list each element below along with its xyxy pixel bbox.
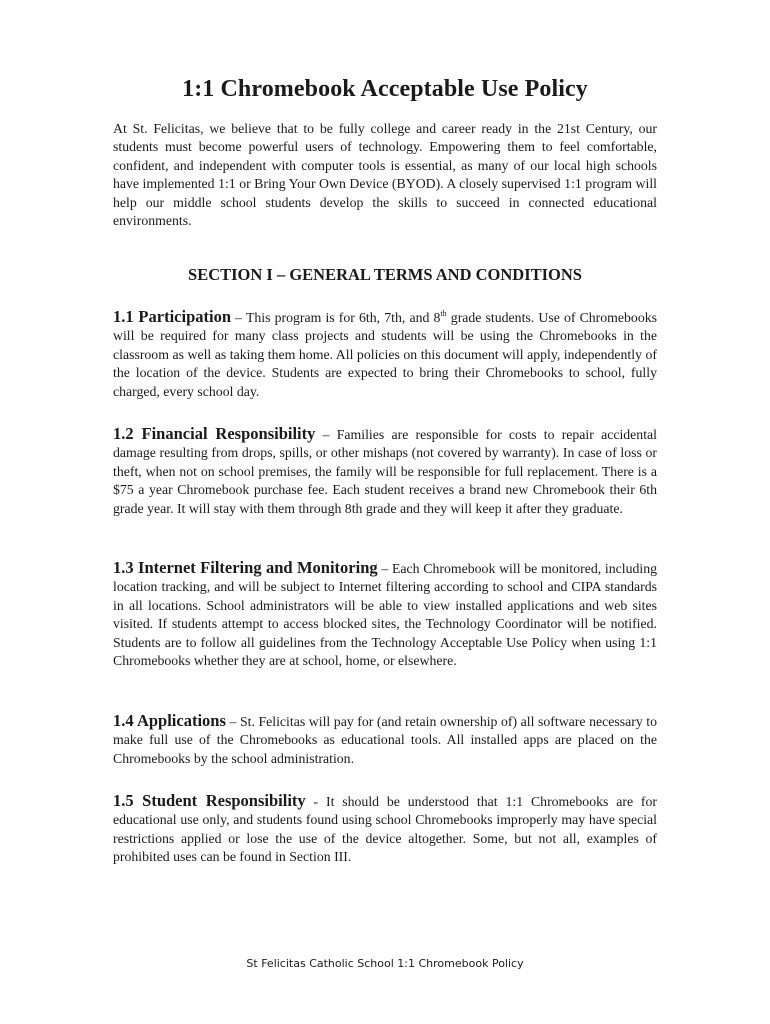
section-1-4-text: St. Felicitas will pay for (and retain ownership of) all software necessary to make full use of the Chromebooks as educational tools. All installed apps are placed on the Chromebooks by the school administration.: [113, 714, 658, 766]
intro-paragraph: At St. Felicitas, we believe that to be fully college and career ready in the 21st Century, our students must become powerful users of technology. Empowering them to feel comfortable, confident, and independent with computer tools is essential, as many of our local high schools have implemented 1:1 or Bring Your Own Device (BYOD). A closely supervised 1:1 program will help our middle school students develop the skills to succeed in connected educational environments.: [113, 121, 657, 229]
section-1-1-text: grade students. Use of Chromebooks will be required for many class projects and students will be using the Chromebooks in the classroom as well as taking them home. All policies on this document will apply, independently of the location of the device. Students are expected to bring their Chromebooks to school, fully charged, every school day.: [113, 310, 657, 399]
section-1-5-separator: -: [305, 794, 326, 809]
page-footer: St Felicitas Catholic School 1:1 Chromebook Policy: [246, 957, 524, 970]
section-heading: SECTION I – GENERAL TERMS AND CONDITIONS: [188, 265, 582, 284]
section-1-3-text: Each Chromebook will be monitored, including location tracking, and will be subject to Internet filtering according to school and CIPA standards in all locations. School administrators will be able to view installed applications and web sites visited. If students attempt to access blocked sites, the Technology Coordinator will be notified. Students are to follow all guidelines from the Technology Acceptable Use Policy when using 1:1 Chromebooks whether they are at school, home, or elsewhere.: [113, 561, 658, 669]
section-1-4-applications: [113, 712, 657, 768]
section-1-3-internet-filtering: [113, 559, 657, 670]
section-1-1-heading: 1.1 Participation: [113, 307, 232, 326]
section-1-1-text-start: This program is for 6th, 7th, and 8: [245, 310, 441, 325]
section-1-2-text: Families are responsible for costs to repair accidental damage resulting from drops, spills, or other mishaps (not covered by warranty). In case of loss or theft, when not on school premises, the family will be responsible for full replacement. There is a $75 a year Chromebook purchase fee. Each student receives a brand new Chromebook their 6th grade year. It will stay with them through 8th grade and they will keep it after they graduate.: [113, 427, 657, 516]
section-1-1-superscript: th: [440, 309, 447, 318]
section-1-5-student-responsibility: [113, 792, 657, 867]
section-1-3-heading: 1.3 Internet Filtering and Monitoring: [113, 558, 378, 577]
section-1-2-heading: 1.2 Financial Responsibility: [113, 424, 316, 443]
section-1-4-heading: 1.4 Applications: [113, 711, 226, 730]
section-1-1-participation: [113, 308, 657, 401]
section-1-3-separator: –: [377, 561, 392, 576]
section-1-1-separator: –: [231, 310, 246, 325]
section-1-5-heading: 1.5 Student Responsibility: [113, 791, 306, 810]
section-1-2-separator: –: [315, 427, 337, 442]
page-title: 1:1 Chromebook Acceptable Use Policy: [182, 76, 588, 102]
section-1-4-separator: –: [225, 714, 240, 729]
section-1-5-text: It should be understood that 1:1 Chromebooks are for educational use only, and students found using school Chromebooks improperly may have special restrictions applied or lose the use of the device altogether. Some, but not all, examples of prohibited uses can be found in Section III.: [113, 794, 658, 865]
section-1-2-financial-responsibility: [113, 425, 657, 518]
